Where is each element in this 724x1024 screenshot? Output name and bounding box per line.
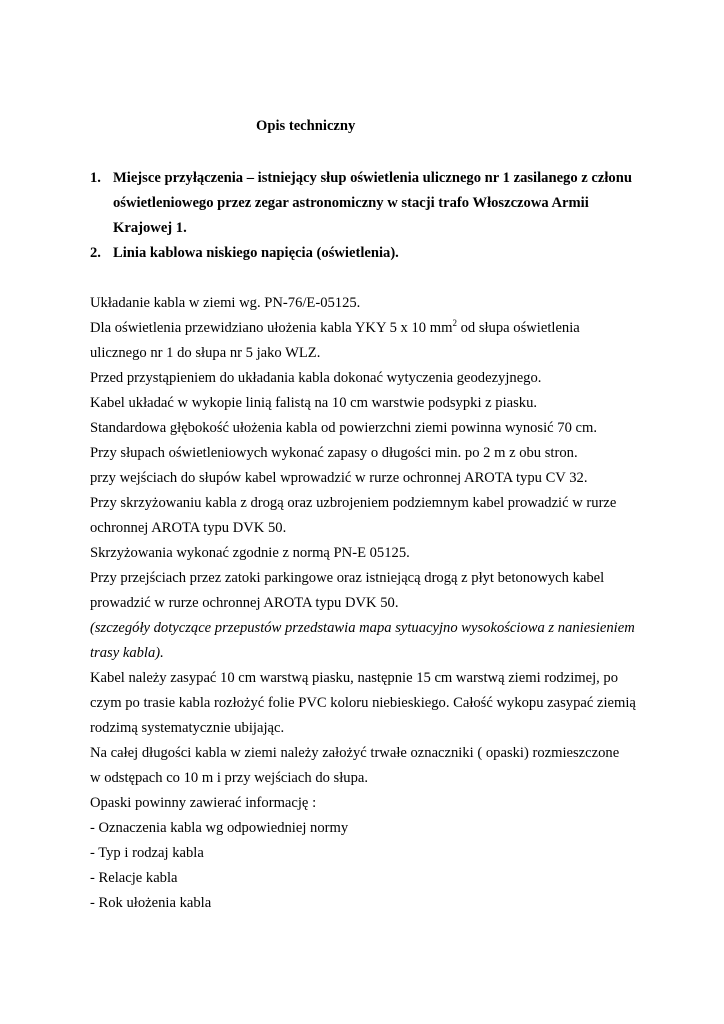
superscript: 2 [452, 318, 457, 328]
body-line: w odstępach co 10 m i przy wejściach do słupa. [90, 770, 369, 786]
list-item-line: Miejsce przyłączenia – istniejący słup oświetlenia ulicznego nr 1 zasilanego z członu [113, 170, 632, 186]
body-line: rodzimą systematycznie ubijając. [90, 720, 285, 736]
body-line: Kabel układać w wykopie linią falistą na 10 cm warstwie podsypki z piasku. [90, 395, 538, 411]
body-line: Kabel należy zasypać 10 cm warstwą piasku, następnie 15 cm warstwą ziemi rodzimej, po [90, 670, 619, 686]
body-line: przy wejściach do słupów kabel wprowadzić w rurze ochronnej AROTA typu CV 32. [90, 470, 588, 486]
list-item-line: Krajowej 1. [113, 220, 187, 236]
body-line: Przy słupach oświetleniowych wykonać zapasy o długości min. po 2 m z obu stron. [90, 445, 578, 461]
body-line-italic: (szczegóły dotyczące przepustów przedstawia mapa sytuacyjno wysokościowa z naniesieniem [90, 620, 635, 636]
list-item-text [113, 166, 650, 241]
list-item-line: oświetleniowego przez zegar astronomiczny w stacji trafo Włoszczowa Armii [113, 195, 589, 211]
body-line: Skrzyżowania wykonać zgodnie z normą PN-E 05125. [90, 545, 410, 561]
list-item-2 [90, 241, 650, 266]
body-line: Opaski powinny zawierać informację : [90, 795, 317, 811]
body-line: ochronnej AROTA typu DVK 50. [90, 520, 287, 536]
body-line: Przed przystąpieniem do układania kabla dokonać wytyczenia geodezyjnego. [90, 370, 542, 386]
body-line: - Typ i rodzaj kabla [90, 845, 204, 861]
body-line: Przy skrzyżowaniu kabla z drogą oraz uzbrojeniem podziemnym kabel prowadzić w rurze [90, 495, 617, 511]
body-line: czym po trasie kabla rozłożyć folie PVC koloru niebieskiego. Całość wykopu zasypać ziemią [90, 695, 636, 711]
body-line: prowadzić w rurze ochronnej AROTA typu DVK 50. [90, 595, 399, 611]
document-body [90, 291, 650, 916]
list-item-number: 2. [90, 245, 101, 261]
body-line-italic: trasy kabla). [90, 645, 164, 661]
body-text: Dla oświetlenia przewidziano ułożenia kabla YKY 5 x 10 mm [90, 320, 453, 336]
numbered-list [90, 166, 650, 266]
body-text: od słupa oświetlenia [456, 320, 580, 336]
body-line: Standardowa głębokość ułożenia kabla od powierzchni ziemi powinna wynosić 70 cm. [90, 420, 597, 436]
list-item-text [113, 241, 650, 266]
body-line: Układanie kabla w ziemi wg. PN-76/E-05125. [90, 295, 361, 311]
body-line: ulicznego nr 1 do słupa nr 5 jako WLZ. [90, 345, 321, 361]
body-line: - Relacje kabla [90, 870, 178, 886]
body-line: Na całej długości kabla w ziemi należy założyć trwałe oznaczniki ( opaski) rozmieszczone [90, 745, 620, 761]
body-line: Przy przejściach przez zatoki parkingowe oraz istniejącą drogą z płyt betonowych kabel [90, 570, 605, 586]
list-item-1 [90, 166, 650, 241]
body-line: - Rok ułożenia kabla [90, 895, 212, 911]
body-line [90, 316, 650, 341]
document-title: Opis techniczny [256, 118, 356, 134]
list-item-line: Linia kablowa niskiego napięcia (oświetlenia). [113, 245, 399, 261]
list-item-number: 1. [90, 170, 101, 186]
body-line: - Oznaczenia kabla wg odpowiedniej normy [90, 820, 349, 836]
